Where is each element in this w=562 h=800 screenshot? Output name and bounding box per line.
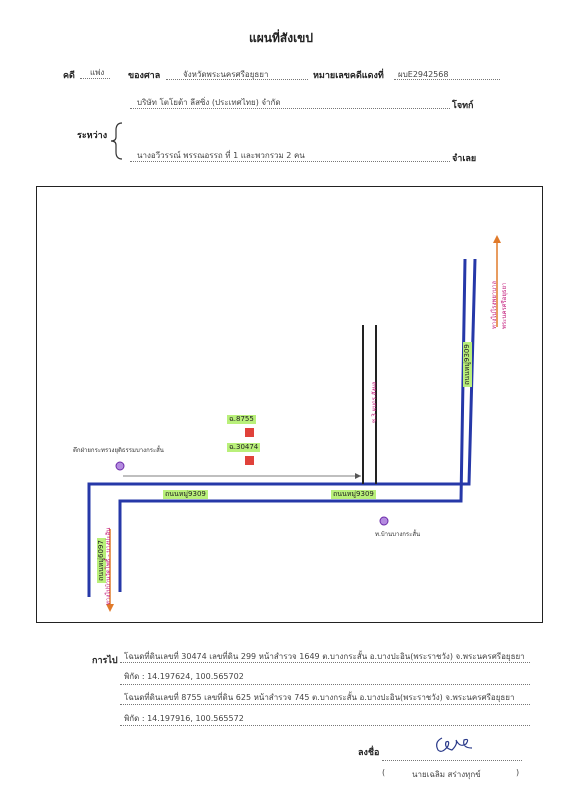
dotted-line (80, 78, 110, 79)
case-type: แพ่ง (90, 68, 105, 77)
defendant-name: นางอวีวรรณ์ พรรณอรรถ ที่ 1 และพวกรวม 2 คน (137, 151, 305, 160)
dotted-line (120, 725, 530, 726)
plot-label-1: ฉ.8755 (229, 415, 254, 423)
paren-close: ) (516, 768, 520, 777)
arrow-label-top-right: ทางไปโรงพยาบาลพระนครศรีอยุธยา (491, 280, 508, 329)
coordinate-1: พิกัด : 14.197624, 100.565702 (124, 672, 244, 681)
dotted-line (166, 79, 308, 80)
dotted-line (120, 684, 530, 685)
landmark-label-bottom: ท.บ้านบางกระสั้น (375, 531, 421, 538)
lane-label: ซ.3 ผบกร.สังผล (371, 381, 378, 423)
brace-icon (110, 122, 124, 160)
arrow-label-bottom-left: ทางไปบ้านวัดโพธิ์ - บางปะอิน (105, 527, 112, 605)
coordinate-2: พิกัด : 14.197916, 100.565572 (124, 714, 244, 723)
dotted-line (120, 662, 530, 663)
dotted-line (394, 79, 500, 80)
road-label-right: ถนนหมู่9309 (463, 344, 471, 385)
deed-line-2: โฉนดที่ดินเลขที่ 8755 เลขที่ดิน 625 หน้าสำรวจ 745 ต.บางกระสั้น อ.บางปะอิน(พระราชวัง) จ.พระนครศรีอยุธยา (124, 693, 515, 702)
dotted-line (382, 760, 522, 761)
dotted-line (120, 704, 530, 705)
court-value: จังหวัดพระนครศรีอยุธยา (183, 70, 269, 79)
signer-name: นายเฉลิม สร่างทุกข์ (412, 770, 481, 779)
defendant-role: จำเลย (452, 154, 477, 164)
paren-open: ( (382, 768, 386, 777)
dotted-line (130, 161, 450, 162)
sketch-map (36, 186, 543, 623)
road-label-center: ถนนหมู่9309 (333, 490, 374, 498)
court-label: ของศาล (128, 71, 161, 81)
route-label: การไป (92, 656, 118, 666)
between-label: ระหว่าง (77, 131, 108, 141)
landmark-label-left: ตึกฝ่ายกระทรวงยุติธรรมบางกระสั้น (73, 447, 164, 454)
sign-label: ลงชื่อ (358, 748, 380, 758)
deed-line-1: โฉนดที่ดินเลขที่ 30474 เลขที่ดิน 299 หน้าสำรวจ 1649 ต.บางกระสั้น อ.บางปะอิน(พระราชวัง) จ.พระนครศรีอยุธยา (124, 652, 525, 661)
plot-label-2: ฉ.30474 (229, 443, 259, 451)
signature-icon (432, 734, 478, 758)
case-number-value: ผบE2942568 (398, 70, 449, 79)
road-label-left: ถนนหมู่6097 (97, 540, 105, 581)
road-label-main: ถนนหมู่9309 (165, 490, 206, 498)
dotted-line (130, 108, 450, 109)
case-label: คดี (63, 71, 75, 81)
page-title: แผนที่สังเขป (249, 31, 313, 45)
case-number-label: หมายเลขคดีแดงที่ (313, 71, 384, 81)
plaintiff-name: บริษัท โตโยต้า ลีสซิ่ง (ประเทศไทย) จำกัด (137, 98, 281, 107)
plaintiff-role: โจทก์ (452, 101, 474, 111)
